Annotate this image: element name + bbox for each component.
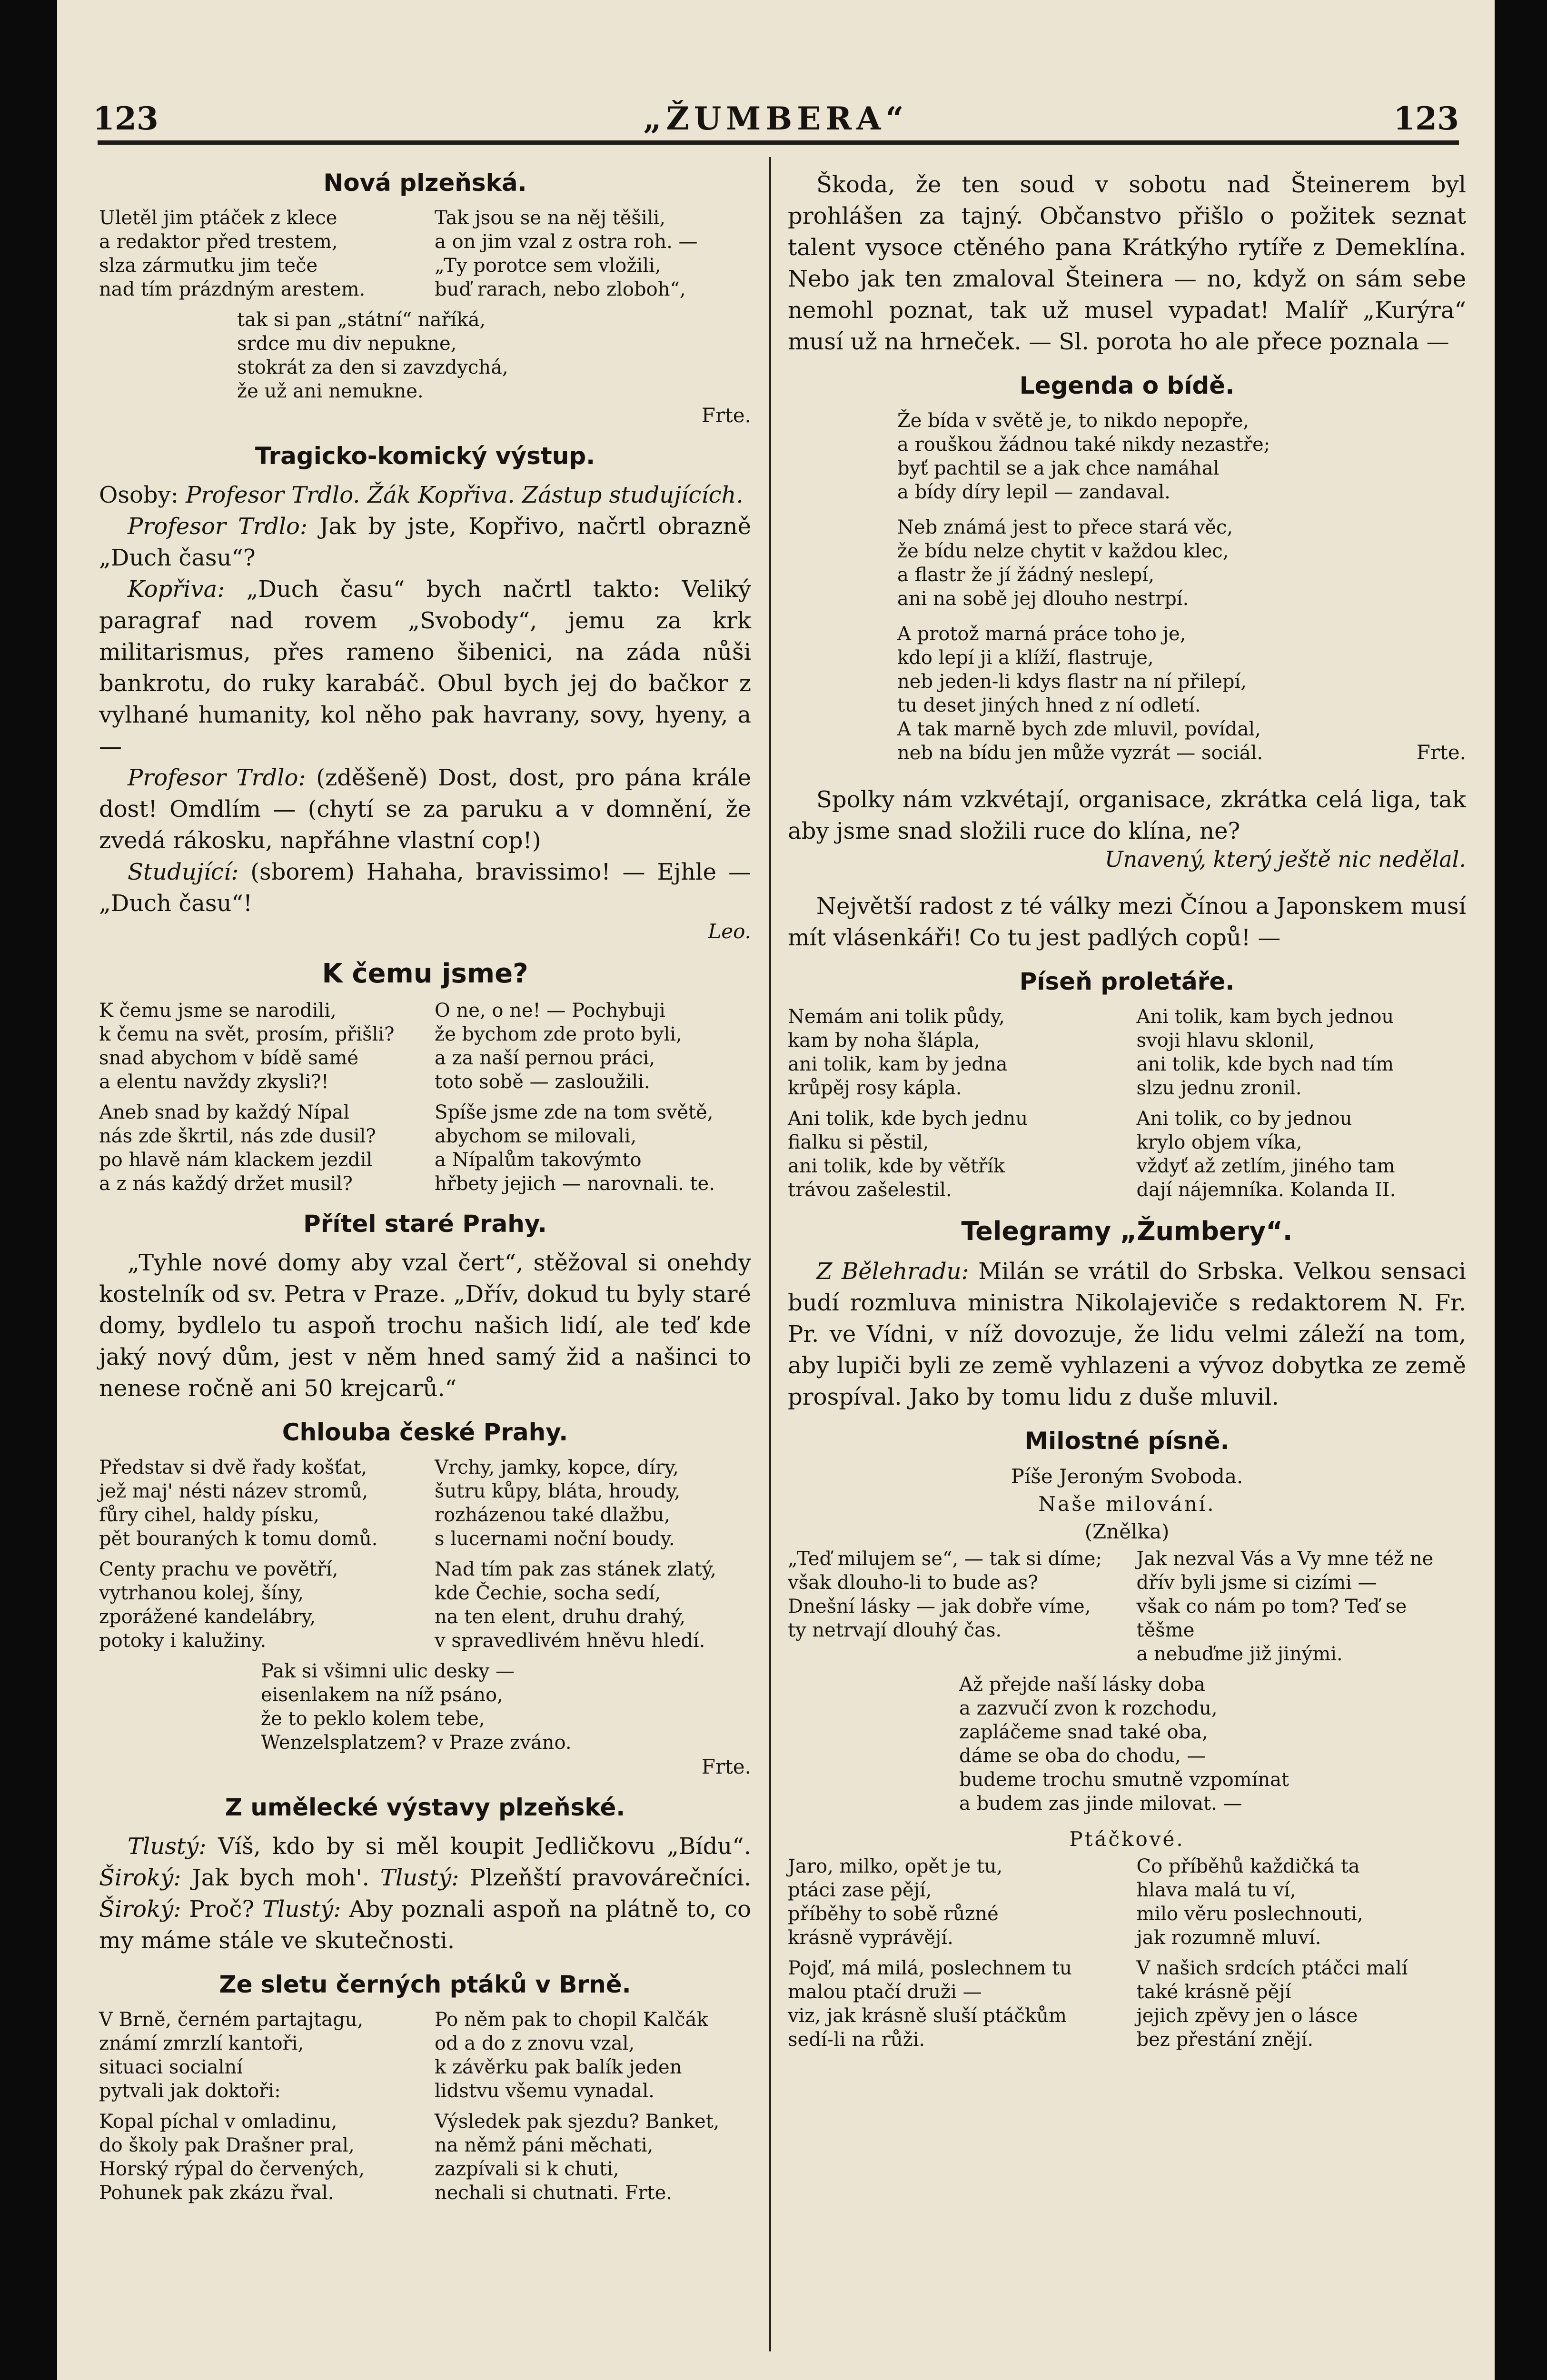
newspaper-page (57, 0, 1495, 2380)
paragraph: „Tyhle nové domy aby vzal čert“, stěžoval si onehdy kostelník od sv. Petra v Praze. „Dřív, dokud tu byly staré domy, bydlelo tu aspoň trochu našich lidí, ale teď kde jaký nový dům, jest v něm hned samý žid a našinci to nenese ročně ani 50 krejcarů.“ (99, 1250, 751, 1402)
poem-lines: Pojď, má milá, poslechnem tu malou ptačí druži — viz, jak krásně sluší ptáčkům sedí-li na růži. (788, 1957, 1072, 2051)
article-title: Telegramy „Žumbery“. (961, 1216, 1293, 1246)
article-title: Legenda o bídě. (1019, 372, 1235, 399)
article-title: Tragicko-komický výstup. (255, 442, 595, 470)
paragraph: Kopřiva: „Duch času“ bych načrtl takto: Veliký paragraf nad rovem „Svobody“, jemu za krk militarismus, přes rameno šibenici, na záda nůši bankrotu, do ruky karabáč. Obul bych jej do bačkor z vylhané humanity, kol něho pak havrany, sovy, hyeny, a — (99, 576, 752, 760)
poem-lines: Po něm pak to chopil Kalčák od a do z znovu vzal, k závěrku pak balík jeden lidstvu všemu vynadal. (435, 2009, 708, 2102)
poem-stanza (99, 206, 751, 301)
article-pritel-stare-prahy (99, 1210, 751, 1404)
poem-stanza (788, 1107, 1466, 1202)
poem-lines: Uletěl jim ptáček z klece a redaktor před trestem, slza zármutku jim teče nad tím prázdným arestem. (99, 207, 366, 300)
poem-lines: Pak si všimni ulic desky — eisenlakem na níž psáno, že to peklo kolem tebe, Wenzelsplatzem? v Praze zváno. (261, 1660, 572, 1754)
author-signature: Frte. (1416, 741, 1466, 764)
article-title: K čemu jsme? (322, 958, 528, 989)
subtitle: Ptáčkové. (1069, 1827, 1185, 1851)
paragraph: Spolky nám vzkvétají, organisace, zkrátka celá liga, tak aby jsme snad složili ruce do klína, ne? (788, 786, 1466, 844)
poem-stanza (99, 1101, 751, 1196)
article-k-cemu-jsme (99, 958, 751, 1196)
poem-stanza (788, 1547, 1466, 1666)
paragraph: Osoby: Profesor Trdlo. Žák Kopřiva. Zástup studujících. (99, 482, 744, 508)
article-title: Z umělecké výstavy plzeňské. (225, 1794, 625, 1821)
poem-stanza (99, 1557, 751, 1653)
poem-lines: Až přejde naší lásky doba a zazvučí zvon k rozchodu, zapláčeme snad také oba, dáme se oba do chodu, — budeme trochu smutně vzpomínat a budem zas jinde milovat. — (959, 1674, 1289, 1815)
article-title: Milostné písně. (1024, 1427, 1230, 1455)
masthead-title: „ŽUMBERA“ (643, 100, 909, 137)
poem-stanza (788, 1005, 1466, 1100)
poem-lines: V Brně, černém partajtagu, známí zmrzlí kantoři, situaci socialní pytvali jak doktoři: (99, 2009, 364, 2102)
article-tragicko-komicky (99, 442, 751, 944)
page-number-right: 123 (1393, 100, 1459, 137)
poem-lines: Představ si dvě řady košťat, jež maj' nésti název stromů, fůry cihel, haldy písku, pět bouraných k tomu domů. (99, 1457, 378, 1550)
poem-lines: O ne, o ne! — Pochybuji že bychom zde proto byli, a za naší pernou práci, toto sobě — zasloužili. (435, 1000, 682, 1093)
poem-stanza (788, 1854, 1466, 1950)
poem-lines: „Teď milujem se“, — tak si díme; však dlouho-li to bude as? Dnešní lásky — jak dobře víme, ty netrvají dlouhý čas. (788, 1548, 1102, 1641)
poem-lines: A protož marná práce toho je, kdo lepí ji a klíží, flastruje, neb jeden-li kdys flastr na ní přilepí, tu deset jiných hned z ní odletí. A tak marně bych zde mluvil, povídal, neb na bídu jen může vyzrát — sociál. (897, 623, 1263, 764)
article-nova-plzenska (99, 169, 751, 428)
article-milostne-pisne (788, 1427, 1466, 2052)
poem-lines: Jaro, milko, opět je tu, ptáci zase pějí, příběhy to sobě různé krásně vyprávějí. (788, 1855, 1003, 1949)
paragraph: Z Bělehradu: Milán se vrátil do Srbska. Velkou sensaci budí rozmluva ministra Nikolajeviče s redaktorem N. Fr. Pr. ve Vídni, v níž dovozuje, že lidu velmi záleží na tom, aby lupiči byli ze země vyhlazeni a vývoz dobytka ze země prospíval. Jako by tomu lidu z duše mluvil. (788, 1258, 1467, 1410)
article-title: Píseň proletáře. (1019, 968, 1235, 995)
header-rule (98, 140, 1459, 145)
poem-lines: Co příběhů každičká ta hlava malá tu ví, milo věru poslechnouti, jak rozumně mluví. (1136, 1855, 1363, 1949)
poem-stanza (99, 999, 751, 1094)
poem-lines: Jak nezval Vás a Vy mne též ne dřív byli jsme si cizími — však co nám po tom? Teď se těšme a nebuďme již jinými. (1136, 1548, 1434, 1665)
subtitle: (Znělka) (1084, 1520, 1170, 1543)
article-title: Nová plzeňská. (323, 169, 527, 197)
poem-lines: Nemám ani tolik půdy, kam by noha šlápla, ani tolik, kam by jedna krůpěj rosy kápla. (788, 1006, 1008, 1099)
article-spolky (788, 784, 1466, 872)
poem-lines: Ani tolik, kam bych jednou svoji hlavu sklonil, ani tolik, kde bych nad tím slzu jednu zronil. (1136, 1006, 1394, 1099)
poem-lines: Kopal píchal v omladinu, do školy pak Drašner pral, Horský rýpal do červených, Pohunek pak zkázu řval. (99, 2111, 365, 2204)
poem-lines: K čemu jsme se narodili, k čemu na svět, prosím, přišli? snad abychom v bídě samé a elentu navždy zkysli?! (99, 1000, 395, 1093)
article-legenda (788, 372, 1466, 765)
poem-stanza (99, 2008, 751, 2103)
author-signature: Leo. (708, 920, 751, 943)
paragraph: Největší radost z té války mezi Čínou a Japonskem musí mít vlásenkáři! Co tu jest padlých copů! — (788, 893, 1466, 951)
poem-stanza (99, 2110, 751, 2205)
poem-lines: Tak jsou se na něj těšili, a on jim vzal z ostra roh. — „Ty porotce sem vložili, buď rarach, nebo zloboh“, (435, 207, 698, 300)
poem-lines: Ani tolik, kde bych jednu fialku si pěstil, ani tolik, kde by větřík trávou zašelestil. (788, 1108, 1028, 1201)
article-ze-sletu (99, 1971, 751, 2205)
article-pisen-proletare (788, 968, 1466, 1202)
poem-lines: Spíše jsme zde na tom světě, abychom se milovali, a Nípalům takovýmto hřbety jejich — narovnali. te. (435, 1101, 715, 1195)
poem-lines: Výsledek pak sjezdu? Banket, na němž páni měchati, zazpívali si k chuti, nechali si chutnati. Frte. (435, 2111, 720, 2204)
poem-lines: Neb známá jest to přece stará věc, že bídu nelze chytit v každou klec, a flastr že jí žádný neslepí, ani na sobě jej dlouho nestrpí. (897, 516, 1233, 610)
article-title: Ze sletu černých ptáků v Brně. (219, 1971, 631, 1998)
article-chlouba (99, 1418, 751, 1779)
poem-lines: Nad tím pak zas stánek zlatý, kde Čechie, socha sedí, na ten elent, druhu drahý, v spravedlivém hněvu hledí. (435, 1558, 716, 1652)
paragraph: Studující: (sborem) Hahaha, bravissimo! — Ejhle — „Duch času“! (99, 859, 751, 917)
author-signature: Frte. (701, 1755, 751, 1778)
paragraph: Profesor Trdlo: (zděšeně) Dost, dost, pro pána krále dost! Omdlím — (chytí se za paruku a v domnění, že zvedá rákosku, napřáhne vlastní cop!) (99, 764, 751, 854)
paragraph: Profesor Trdlo: Jak by jste, Kopřivo, načrtl obrazně „Duch času“? (99, 513, 751, 571)
poem-stanza (99, 1456, 751, 1551)
poem-lines: Centy prachu ve povětří, vytrhanou kolej, šíny, zporážené kandelábry, potoky i kalužiny. (99, 1558, 338, 1652)
author-signature: Unavený, který ještě nic nedělal. (1104, 846, 1466, 872)
poem-lines: Aneb snad by každý Nípal nás zde škrtil, nás zde dusil? po hlavě nám klackem jezdil a z nás každý držet musil? (99, 1101, 376, 1195)
article-telegramy (788, 1216, 1466, 1413)
article-skoda (788, 169, 1466, 357)
poem-lines: Vrchy, jamky, kopce, díry, šutru kůpy, bláta, hroudy, rozházenou také dlažbu, s lucernami noční boudy. (435, 1457, 681, 1550)
poem-lines: V našich srdcích ptáčci malí také krásně pějí jejich zpěvy jen o lásce bez přestání znějí. (1136, 1957, 1408, 2051)
article-nejvetsi-radost (788, 891, 1466, 953)
poem (788, 409, 1466, 765)
page-number-left: 123 (93, 100, 159, 137)
article-title: Přítel staré Prahy. (303, 1210, 547, 1238)
poem-lines: Že bída v světě je, to nikdo nepopře, a rouškou žádnou také nikdy nezastře; byť pachtil se a jak chce namáhal a bídy díry lepil — zandaval. (897, 410, 1270, 503)
article-title: Chlouba české Prahy. (282, 1418, 568, 1446)
author-signature: Frte. (701, 404, 751, 427)
subtitle: Naše milování. (1038, 1492, 1216, 1516)
article-z-umelecke-vystavy (99, 1794, 751, 1956)
paragraph: Tlustý: Víš, kdo by si měl koupit Jedličkovu „Bídu“. Široký: Jak bych moh'. Tlustý: Plzeňští pravovárečníci. Široký: Proč? Tlustý: Aby poznali aspoň na plátně to, co my máme stále ve skutečnosti. (99, 1833, 752, 1954)
column-rule (769, 157, 771, 2351)
author-line: Píše Jeroným Svoboda. (1011, 1465, 1243, 1488)
paragraph: Škoda, že ten soud v sobotu nad Šteinerem byl prohlášen za tajný. Občanstvo přišlo o požitek seznat talent vysoce ctěného pana Krátkýho rytíře z Demeklína. Nebo jak ten zmaloval Šteinera — no, když on sám sebe nemohl poznat, tak už musel vypadat! Malíř „Kurýra“ musí už na hrneček. — Sl. porota ho ale přece poznala — (788, 171, 1466, 355)
poem-lines: tak si pan „státní“ naříká, srdce mu div nepukne, stokrát za den si zavzdychá, že už ani nemukne. (237, 309, 508, 402)
poem-stanza (788, 1956, 1466, 2052)
right-column (788, 169, 1466, 2058)
poem-lines: Ani tolik, co by jednou krylo objem víka, vždyť až zetlím, jiného tam dají nájemníka. Kolanda II. (1136, 1108, 1396, 1201)
left-column (99, 169, 751, 2211)
